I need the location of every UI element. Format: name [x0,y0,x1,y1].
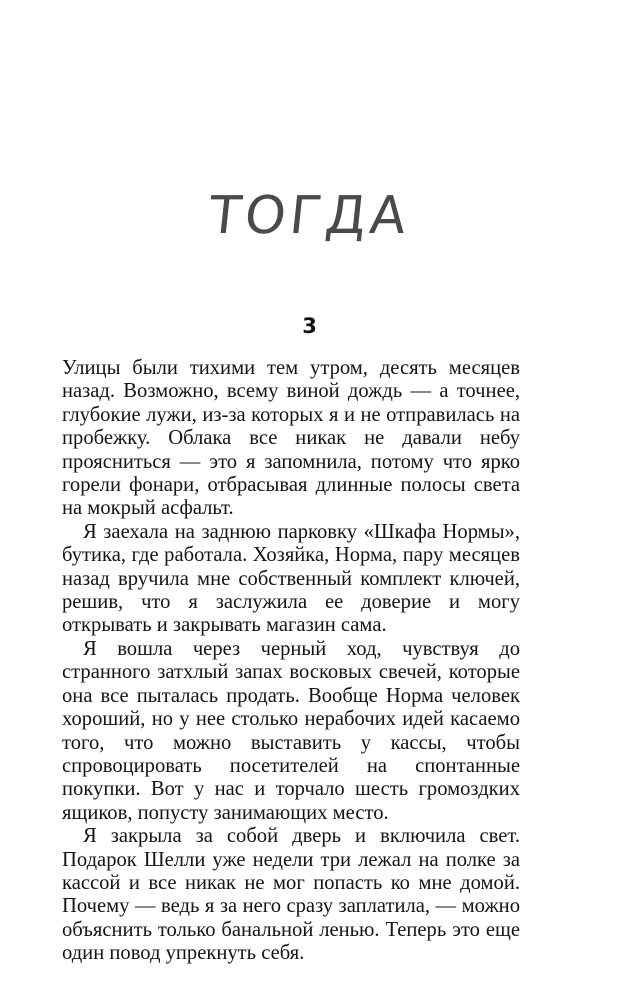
paragraph: Я вошла через черный ход, чувствуя до странного затхлый запах восковых свечей, которые она все пыталась продать. Вообще Норма человек хороший, но у нее столько нерабочих идей касаемо того, что можно выставить у кассы, чтобы спровоцировать посетителей на спонтанные покупки. Вот у нас и торчало шесть громоздких ящиков, попусту занимающих место. [62,637,520,824]
paragraph: Я заехала на заднюю парковку «Шкафа Нормы», бутика, где работала. Хозяйка, Норма, пару месяцев назад вручила мне собственный комплект ключей, решив, что я заслужила ее доверие и могу открывать и закрывать магазин сама. [62,520,520,637]
paragraph: Улицы были тихими тем утром, десять месяцев назад. Возможно, всему виной дождь — а точнее, глубокие лужи, из-за которых я и не отправилась на пробежку. Облака все никак не давали небу проясниться — это я запомнила, потому что ярко горели фонари, отбрасывая длинные полосы света на мокрый асфальт. [62,357,520,520]
paragraph: Я закрыла за собой дверь и включила свет. Подарок Шелли уже недели три лежал на полке за кассой и все никак не мог попасть ко мне домой. Почему — ведь я за него сразу заплатила, — можно объяснить только банальной ленью. Теперь это еще один повод упрекнуть себя. [62,825,520,965]
chapter-body [62,357,520,966]
chapter-number: 3 [302,314,317,338]
part-title: ТОГДА [206,186,413,246]
